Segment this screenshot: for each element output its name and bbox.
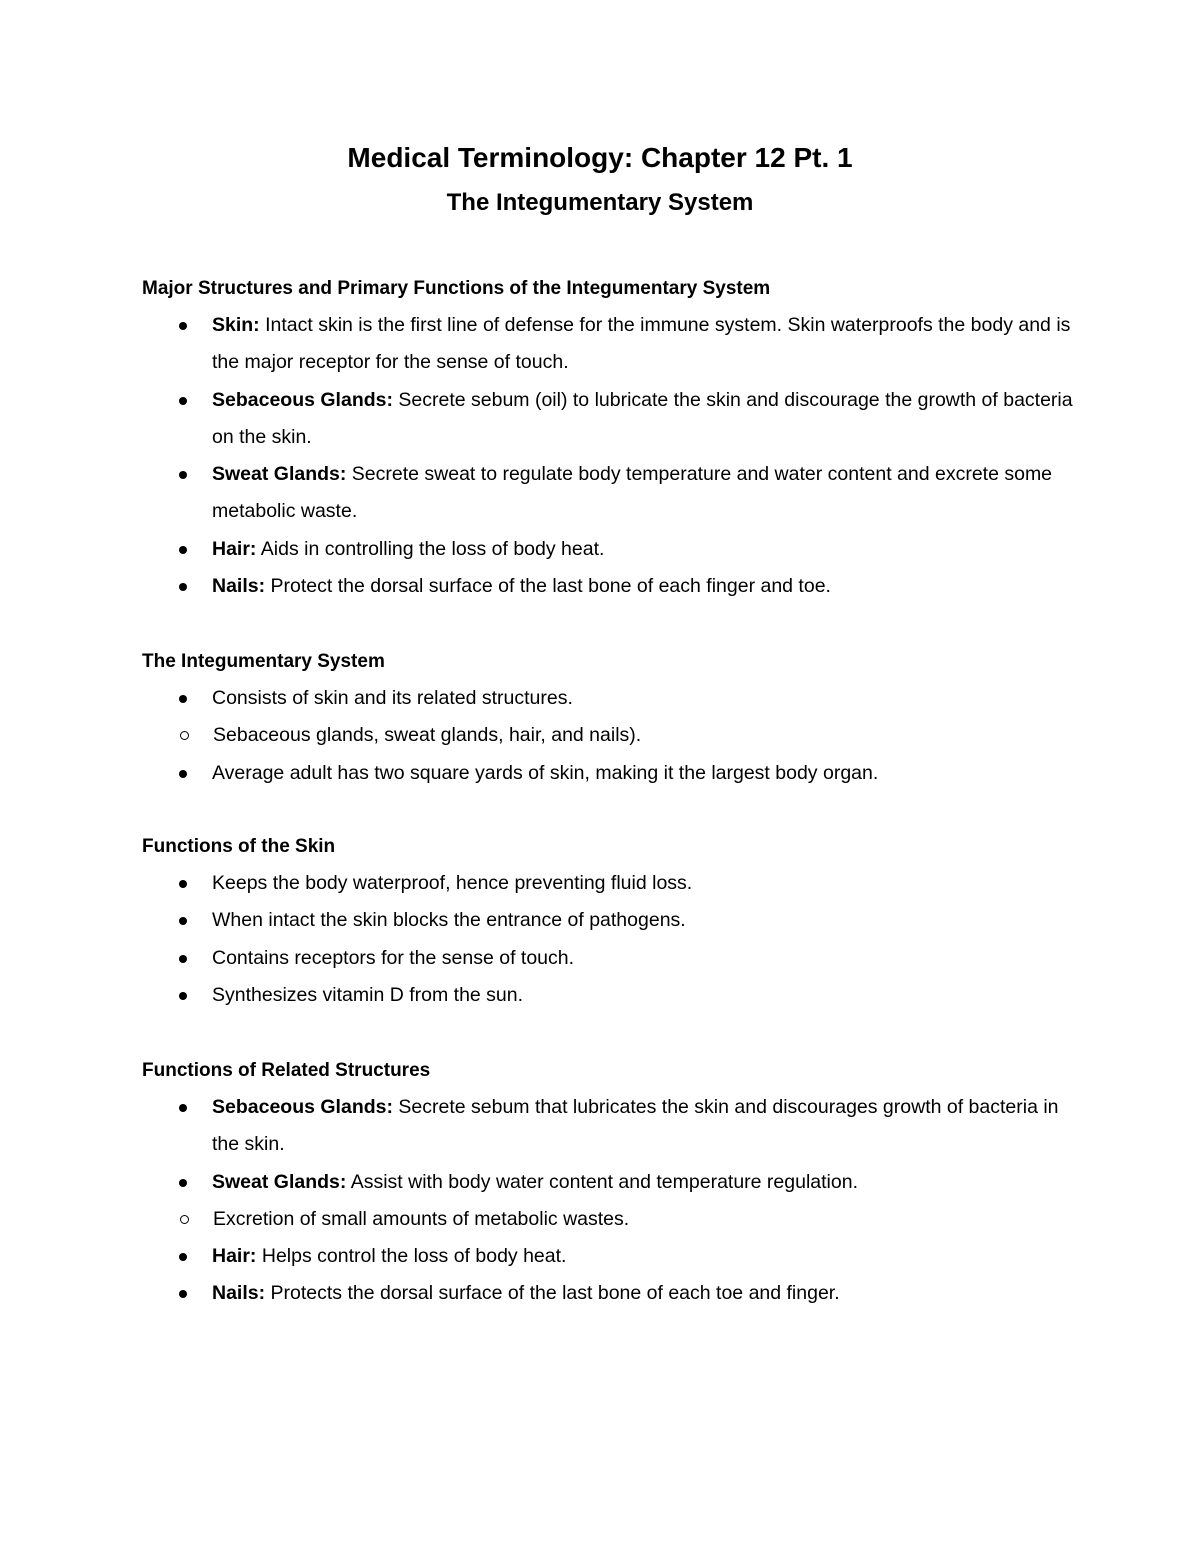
item-text: Secrete sebum that lubricates the skin and discourages growth of bacteria in the skin. (212, 1096, 1059, 1156)
section-functions-of-skin (142, 828, 1082, 1014)
section-heading: The Integumentary System (142, 651, 385, 672)
list-item (142, 977, 1082, 1014)
list-item (142, 1164, 1082, 1201)
bullet-list (142, 1238, 1082, 1313)
term-label: Hair: (212, 537, 257, 560)
item-text: Consists of skin and its related structures. (212, 687, 573, 709)
list-item (142, 680, 1082, 717)
sub-bullet-list (142, 1201, 1082, 1238)
list-item (142, 531, 1082, 568)
list-item (142, 940, 1082, 977)
section-heading: Functions of Related Structures (142, 1060, 431, 1081)
bullet-list (142, 307, 1082, 605)
list-item (142, 568, 1082, 605)
term-label: Nails: (212, 1282, 266, 1305)
bullet-list (142, 680, 1082, 717)
term-label: Nails: (212, 575, 266, 598)
term-label: Sweat Glands: (212, 1170, 347, 1193)
section-major-structures (142, 270, 1082, 605)
section-heading: Functions of the Skin (142, 836, 336, 857)
term-label: Sebaceous Glands: (212, 388, 393, 411)
sub-bullet-list (142, 717, 1082, 754)
item-text: Contains receptors for the sense of touch. (212, 946, 575, 969)
document-title: Medical Terminology: Chapter 12 Pt. 1 (347, 142, 853, 173)
item-text: Sebaceous glands, sweat glands, hair, and nails). (213, 724, 642, 747)
item-text: Keeps the body waterproof, hence preventing fluid loss. (212, 872, 693, 894)
item-text: Secrete sebum (oil) to lubricate the skin and discourage the growth of bacteria on the skin. (212, 388, 1073, 448)
list-item (142, 902, 1082, 939)
list-item (142, 1089, 1082, 1164)
term-label: Skin: (212, 314, 260, 336)
list-item (142, 1238, 1082, 1275)
section-integumentary-system (142, 643, 1082, 792)
item-text: Helps control the loss of body heat. (256, 1245, 567, 1268)
document-subtitle: The Integumentary System (446, 189, 754, 216)
item-text: Protect the dorsal surface of the last bone of each finger and toe. (265, 575, 831, 598)
term-label: Sweat Glands: (212, 463, 347, 486)
list-item (142, 1275, 1082, 1312)
item-text: Synthesizes vitamin D from the sun. (212, 983, 524, 1006)
sub-list-item (142, 717, 1082, 754)
term-label: Hair: (212, 1245, 257, 1268)
item-text: Assist with body water content and temperature regulation. (346, 1170, 858, 1193)
item-text: Secrete sweat to regulate body temperature and water content and excrete some metabolic waste. (212, 463, 1053, 523)
item-text: Excretion of small amounts of metabolic wastes. (213, 1207, 630, 1230)
bullet-list (142, 1089, 1082, 1201)
list-item (142, 456, 1082, 531)
item-text: Average adult has two square yards of skin, making it the largest body organ. (212, 761, 879, 784)
section-related-structures (142, 1052, 1082, 1313)
item-text: Protects the dorsal surface of the last bone of each toe and finger. (265, 1282, 840, 1305)
sub-list-item (142, 1201, 1082, 1238)
item-text: Aids in controlling the loss of body heat. (256, 537, 605, 560)
bullet-list (142, 865, 1082, 1014)
bullet-list (142, 755, 1082, 792)
term-label: Sebaceous Glands: (212, 1096, 393, 1118)
item-text: When intact the skin blocks the entrance of pathogens. (212, 909, 686, 932)
list-item (142, 307, 1082, 382)
list-item (142, 865, 1082, 902)
list-item (142, 755, 1082, 792)
list-item (142, 382, 1082, 457)
item-text: Intact skin is the first line of defense for the immune system. Skin waterproofs the body and is the major receptor for the sense of touch. (212, 314, 1071, 374)
section-heading: Major Structures and Primary Functions of the Integumentary System (142, 278, 771, 299)
